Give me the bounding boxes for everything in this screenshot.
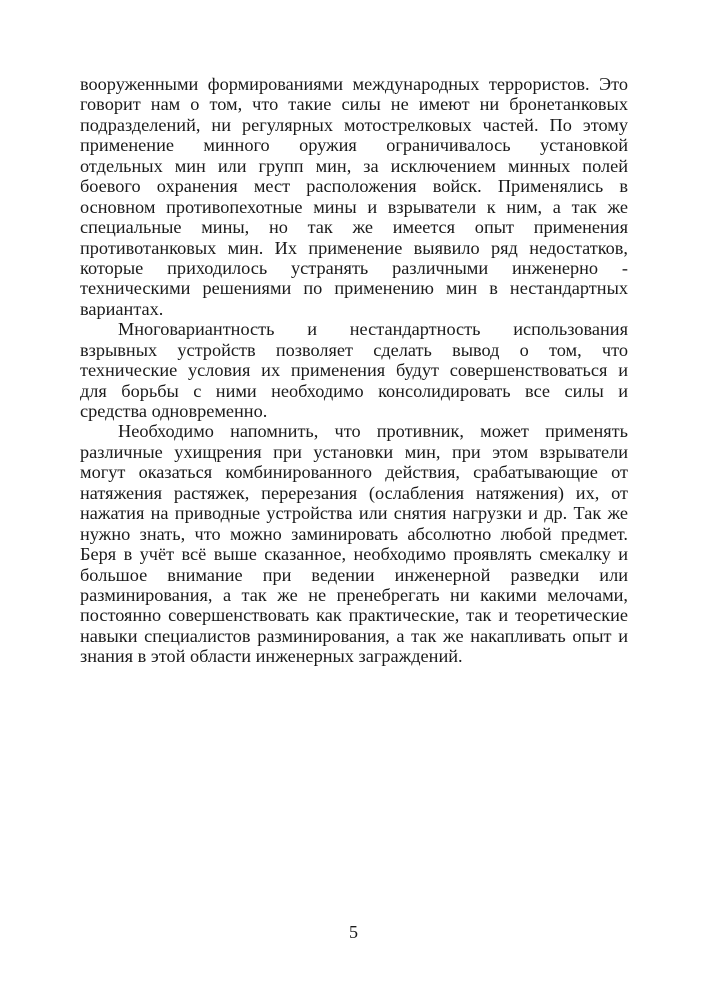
- text-line: говорит нам о том, что такие силы не имеют ни бронетанковых: [80, 94, 628, 115]
- text-line: которые приходилось устранять различными инженерно -: [80, 257, 628, 278]
- text-line: разминирования, а так же не пренебрегать ни какими мелочами,: [80, 584, 628, 605]
- text-line: Необходимо напомнить, что противник, может применять: [118, 421, 628, 442]
- text-line: нужно знать, что можно заминировать абсолютно любой предмет.: [80, 523, 628, 544]
- text-line: постоянно совершенствовать как практические, так и теоретические: [80, 605, 628, 626]
- text-line: Беря в учёт всё выше сказанное, необходимо проявлять смекалку и: [80, 544, 628, 565]
- text-line: подразделений, ни регулярных мотострелковых частей. По этому: [80, 114, 628, 135]
- page-number: 5: [349, 922, 358, 942]
- paragraph: [80, 421, 628, 666]
- text-line: могут оказаться комбинированного действия, срабатывающие от: [80, 462, 628, 483]
- text-line: различные ухищрения при установки мин, при этом взрыватели: [80, 441, 628, 462]
- text-line: отдельных мин или групп мин, за исключением минных полей: [80, 155, 628, 176]
- text-line: вооруженными формированиями международных террористов. Это: [80, 74, 628, 94]
- text-line: натяжения растяжек, перерезания (ослабления натяжения) их, от: [80, 482, 628, 503]
- paragraph: [80, 74, 628, 319]
- text-line: знания в этой области инженерных заграждений.: [80, 646, 463, 667]
- text-line: основном противопехотные мины и взрыватели к ним, а так же: [80, 196, 628, 217]
- text-line: техническими решениями по применению мин в нестандартных: [80, 278, 628, 299]
- text-line: навыки специалистов разминирования, а так же накапливать опыт и: [80, 625, 628, 646]
- text-line: вариантах.: [80, 298, 164, 319]
- text-line: технические условия их применения будут совершенствоваться и: [80, 360, 628, 381]
- text-line: взрывных устройств позволяет сделать вывод о том, что: [80, 339, 628, 360]
- text-line: Многовариантность и нестандартность использования: [118, 319, 628, 340]
- text-line: боевого охранения мест расположения войск. Применялись в: [80, 176, 628, 197]
- page-body: [80, 74, 628, 667]
- paragraph: [80, 319, 628, 421]
- text-line: противотанковых мин. Их применение выявило ряд недостатков,: [80, 237, 628, 258]
- text-line: специальные мины, но так же имеется опыт применения: [80, 217, 628, 238]
- text-line: большое внимание при ведении инженерной разведки или: [80, 564, 628, 585]
- text-line: нажатия на приводные устройства или снятия нагрузки и др. Так же: [80, 503, 628, 524]
- text-line: применение минного оружия ограничивалось установкой: [80, 135, 628, 156]
- text-line: для борьбы с ними необходимо консолидировать все силы и: [80, 380, 628, 401]
- text-line: средства одновременно.: [80, 401, 268, 421]
